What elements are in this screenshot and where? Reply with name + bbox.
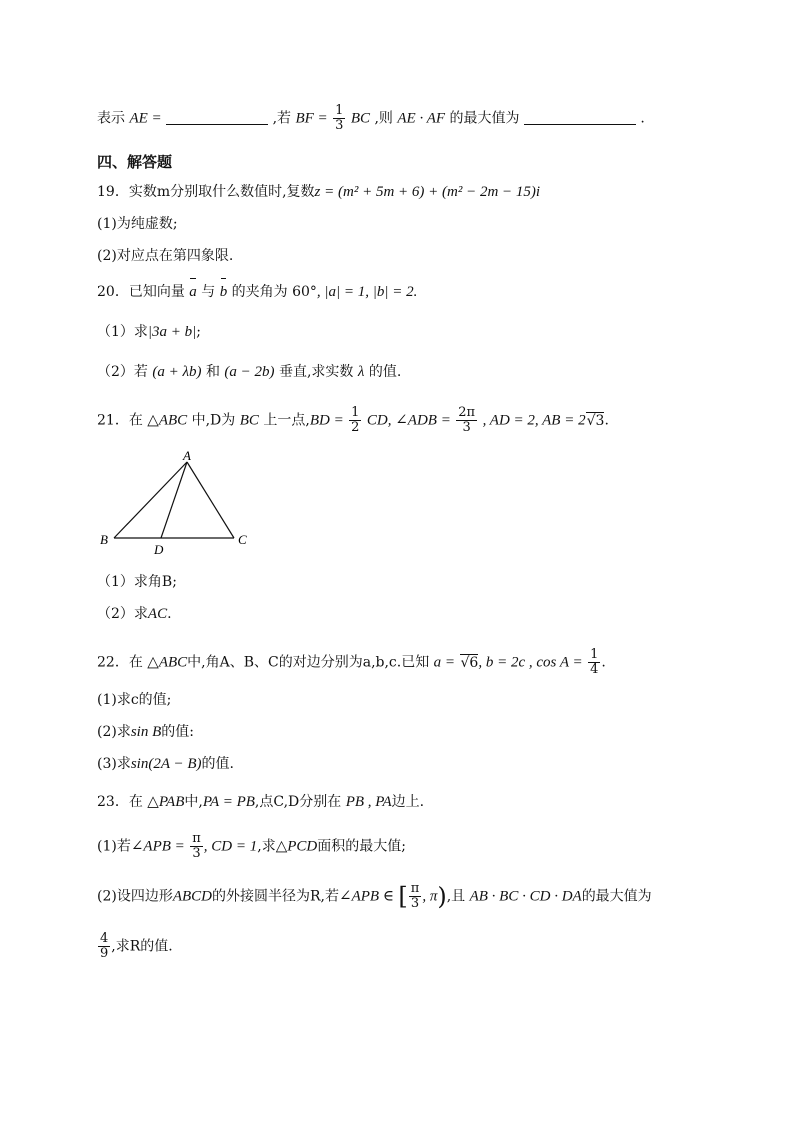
q22-part2-end: 的值: — [161, 724, 194, 740]
q20-part1-prefix: （1）求 — [97, 324, 148, 340]
q23-part1-mid: ,求 — [257, 838, 276, 855]
q21-sqrt: √3 — [586, 412, 605, 429]
q23-final-frac: $\frac{4}{9}$ — [100, 931, 109, 961]
q23-cond: PA = PB — [202, 794, 255, 810]
q23-part2-pi: , π — [422, 888, 438, 905]
q22-part3-expr: sin(2A − B) — [130, 756, 202, 772]
q23-part2 — [97, 882, 652, 911]
q23-triangle: △PAB — [147, 794, 185, 810]
mid-text-2: ,则 — [374, 110, 393, 127]
q23-part2-frac: $\frac{\pi}{3}$ — [410, 881, 420, 911]
fraction-one-third: $\frac{1}{3}$ — [335, 103, 344, 133]
q23-part2-prod: AB · BC · CD · DA — [469, 888, 582, 905]
q22-triangle: △ABC — [147, 654, 188, 671]
q21-stem-c: 上一点, — [263, 412, 310, 429]
q22-stem-b: 中,角A、B、C的对边分别为a,b,c.已知 — [187, 654, 430, 671]
q22-stem — [97, 648, 606, 677]
q22-part1: (1)求c的值; — [97, 692, 172, 708]
answer-blank-2[interactable] — [524, 110, 636, 125]
label-c: C — [238, 532, 247, 547]
prefix-text: 表示 — [97, 110, 125, 127]
q21-rest: , AD = 2, AB = 2 — [482, 412, 586, 429]
q22-stem-a: 22．在 — [97, 654, 143, 671]
q22-frac: $\frac{1}{4}$ — [590, 647, 599, 677]
answer-blank-1[interactable] — [166, 110, 268, 125]
end-period: . — [640, 110, 645, 127]
q19-expr: z = (m² + 5m + 6) + (m² − 2m − 15)i — [314, 184, 541, 200]
q22-end: . — [601, 654, 606, 671]
q22-part3-prefix: (3)求 — [97, 756, 131, 772]
q20-lambda: λ — [357, 364, 365, 380]
q19-part2: (2)对应点在第四象限. — [97, 248, 234, 264]
q21-triangle: △ABC — [147, 412, 188, 429]
q20-part2-tail: 的值. — [368, 364, 402, 380]
q23-stem — [97, 792, 424, 812]
q20-part1 — [97, 322, 201, 342]
vector-bf-expr: BF = — [295, 110, 328, 127]
q20-conditions: , |a| = 1, |b| = 2. — [316, 284, 418, 300]
q20-stem-b: 与 — [201, 284, 216, 300]
q21-seg: BC — [239, 412, 259, 429]
q19-part1: (1)为纯虚数; — [97, 216, 178, 232]
q23-part2-angle: ∠APB ∈ — [339, 888, 394, 905]
triangle-abc-figure — [96, 450, 256, 560]
q21-stem-b: 中,D为 — [191, 412, 236, 429]
q23-part1-angle: ∠APB = — [130, 838, 185, 855]
q20-part2-mid: 和 — [205, 364, 220, 380]
section-title: 四、解答题 — [97, 153, 173, 171]
q23-stem-c: ,点C,D分别在 — [254, 794, 342, 810]
q22-rest: , b = 2c , cos A = — [478, 654, 583, 671]
q23-part1-prefix: (1)若 — [97, 838, 131, 855]
q20-vec-a: a — [189, 284, 197, 300]
q20-stem — [97, 282, 417, 302]
q23-stem-b: 中, — [184, 794, 203, 810]
q20-part1-expr: |3a + b| — [147, 324, 197, 340]
q21-bd: BD = — [309, 412, 344, 429]
q23-left-bracket: [ — [398, 882, 408, 911]
q23-stem-d: 边上. — [391, 794, 425, 810]
q20-part2-prefix: （2）若 — [97, 364, 148, 380]
q22-a-expr: a = — [433, 654, 456, 671]
q23-right-paren: ) — [437, 882, 447, 911]
q21-cd: CD, ∠ADB = — [366, 412, 451, 429]
q22-part2-expr: sin B — [130, 724, 162, 740]
q21-stem — [97, 406, 609, 435]
q19-stem-text: 19．实数m分别取什么数值时,复数 — [97, 184, 315, 200]
q21-frac1: $\frac{1}{2}$ — [351, 405, 360, 435]
q23-final — [97, 932, 173, 961]
segment-ad — [161, 462, 187, 538]
q21-part2 — [97, 604, 172, 624]
q20-angle: 60° — [292, 284, 317, 300]
q22-part3 — [97, 754, 234, 774]
label-d: D — [154, 542, 164, 557]
q21-part2-expr: AC — [147, 606, 168, 622]
vector-bc-expr: BC — [350, 110, 371, 127]
q21-part2-end: . — [167, 606, 172, 622]
q23-sides: PB , PA — [345, 794, 392, 810]
q23-part1-end: 面积的最大值; — [317, 838, 406, 855]
q23-part1-rest: , CD = 1 — [203, 838, 258, 855]
q23-part1-tri: △PCD — [275, 838, 318, 855]
q23-stem-a: 23．在 — [97, 794, 143, 810]
q20-part2-expr2: (a − 2b) — [224, 364, 275, 380]
q20-part2-end: 垂直,求实数 — [278, 364, 354, 380]
q22-part2-prefix: (2)求 — [97, 724, 131, 740]
q19-stem — [97, 182, 540, 202]
q20-part2 — [97, 362, 401, 382]
q20-part2-expr1: (a + λb) — [152, 364, 202, 380]
q23-final-end: ,求R的值. — [111, 938, 173, 955]
fill-blank-line — [97, 104, 645, 133]
q20-vec-b: b — [219, 284, 228, 300]
q23-part2-and: ,且 — [446, 888, 466, 905]
q21-stem-a: 21．在 — [97, 412, 143, 429]
q21-part1: （1）求角B; — [97, 574, 177, 590]
q23-part2-end: 的最大值为 — [581, 888, 652, 905]
side-ab — [114, 462, 187, 538]
dot-product-expr: AE · AF — [397, 110, 446, 127]
suffix-text: 的最大值为 — [449, 110, 520, 127]
q22-part3-end: 的值. — [201, 756, 234, 772]
q23-part1-frac: $\frac{\pi}{3}$ — [192, 831, 201, 861]
q21-part2-prefix: （2）求 — [97, 606, 148, 622]
vector-ae-expr: AE = — [129, 110, 162, 127]
q22-sqrt: √6 — [460, 654, 479, 671]
q22-part2 — [97, 722, 194, 742]
q23-part2-quad: ABCD — [172, 888, 213, 905]
q20-stem-c: 的夹角为 — [231, 284, 288, 300]
q23-part2-mid: 的外接圆半径为R,若 — [212, 888, 340, 905]
q21-frac2: $\frac{2\pi}{3}$ — [458, 405, 476, 435]
label-b: B — [100, 532, 108, 547]
q23-part2-prefix: (2)设四边形 — [97, 888, 173, 905]
q20-part1-end: ; — [196, 324, 202, 340]
mid-text: ,若 — [272, 110, 292, 127]
q20-stem-a: 20．已知向量 — [97, 284, 185, 300]
side-ac — [187, 462, 234, 538]
q23-part1 — [97, 832, 406, 861]
q21-end: . — [604, 412, 609, 429]
label-a: A — [183, 450, 191, 463]
